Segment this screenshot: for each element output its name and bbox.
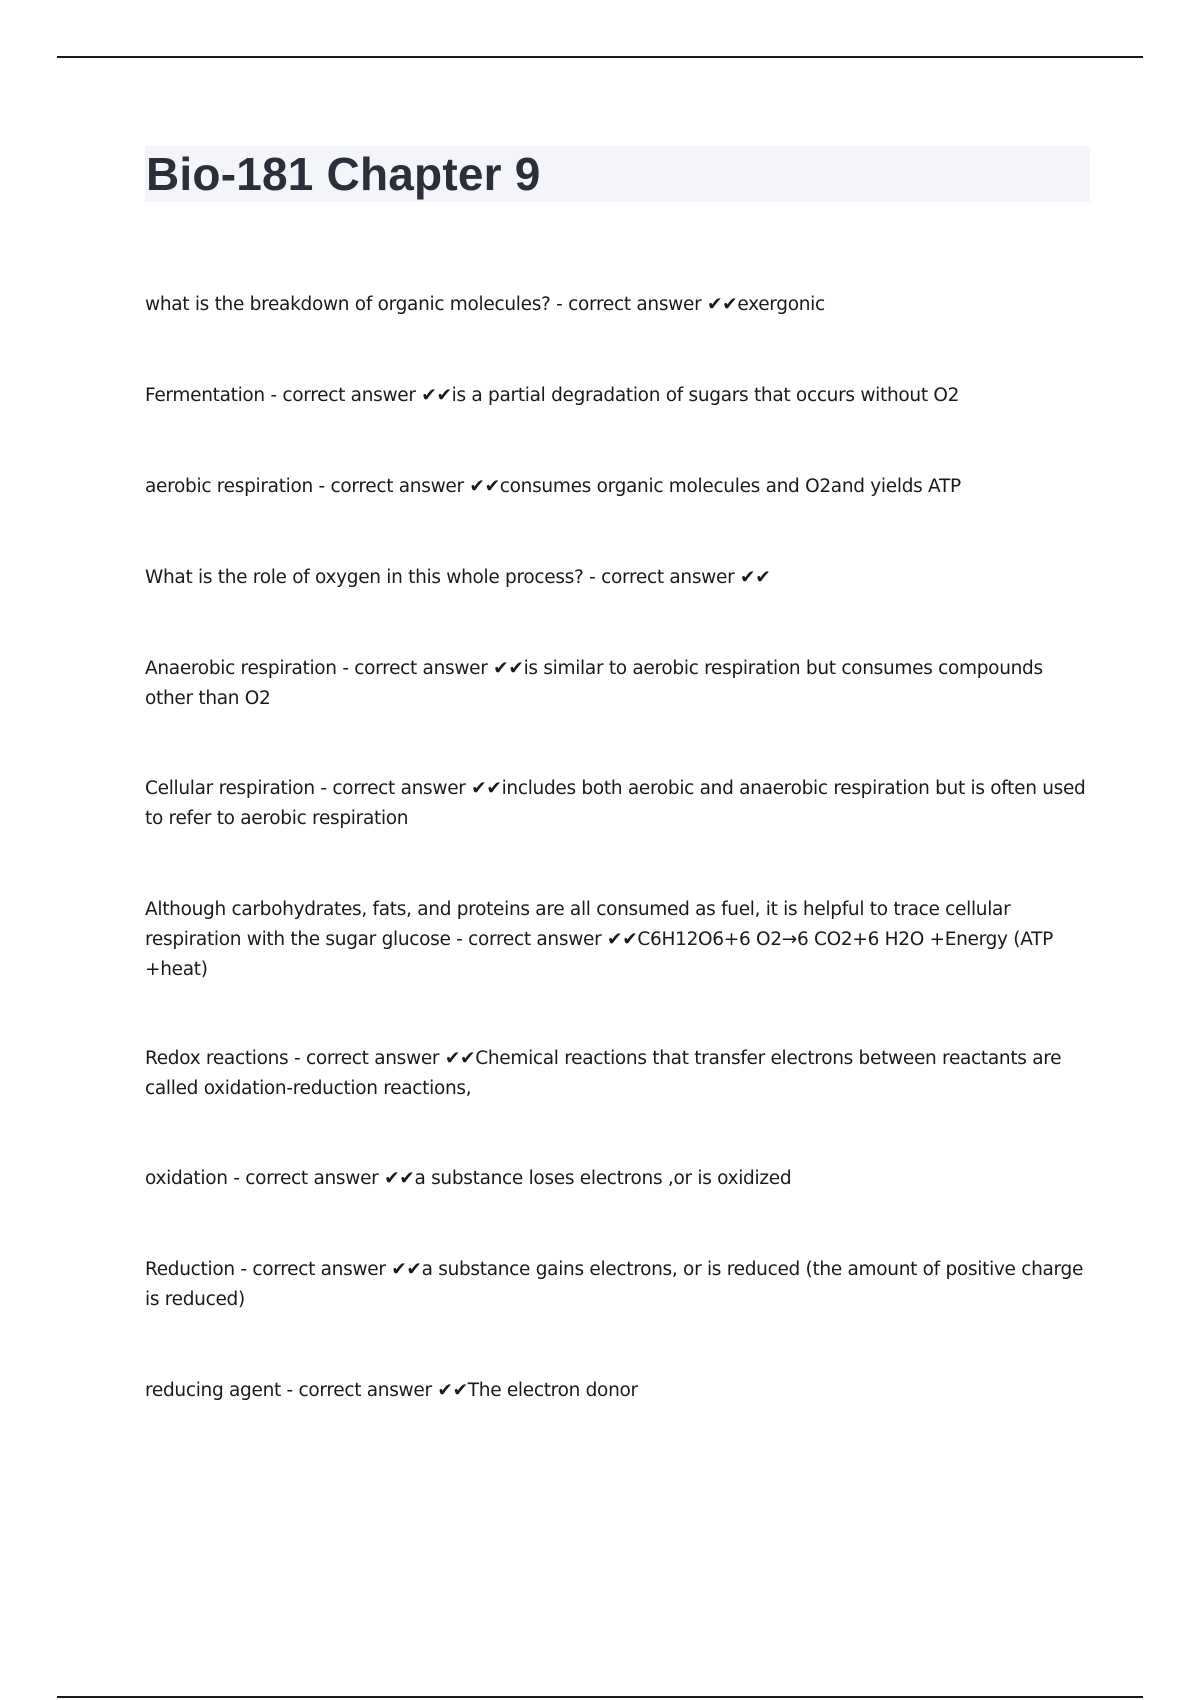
answer-text: Chemical reactions that transfer electrons between reactants are called oxidation-reduction reactions, [145, 1048, 1062, 1099]
answer-text: includes both aerobic and anaerobic respiration but is often used to refer to aerobic respiration [145, 778, 1086, 829]
answer-text: consumes organic molecules and O2and yields ATP [499, 476, 961, 497]
separator: - [550, 294, 569, 315]
answer-text: a substance loses electrons ,or is oxidized [414, 1168, 792, 1189]
qa-item [145, 563, 1090, 593]
check-marker: ✔✔ [378, 1168, 415, 1189]
answer-text: The electron donor [467, 1380, 638, 1401]
bottom-rule [57, 1696, 1143, 1698]
check-marker: ✔✔ [465, 778, 502, 799]
qa-item [145, 472, 1090, 502]
page-title: Bio-181 Chapter 9 [146, 148, 541, 200]
check-marker: ✔✔ [431, 1380, 468, 1401]
answer-label: correct answer [245, 1168, 379, 1189]
answer-label: correct answer [601, 567, 735, 588]
separator: - [336, 658, 355, 679]
qa-item [145, 290, 1090, 320]
check-marker: ✔✔ [385, 1259, 422, 1280]
answer-label: correct answer [305, 1048, 440, 1069]
separator: - [280, 1380, 299, 1401]
question-text: oxidation [145, 1168, 228, 1189]
separator: - [264, 385, 283, 406]
qa-item [145, 654, 1090, 714]
answer-label: correct answer [332, 778, 466, 799]
question-text: reducing agent [145, 1380, 281, 1401]
qa-item [145, 1044, 1090, 1104]
answer-label: correct answer [282, 385, 416, 406]
answer-text: a substance gains electrons, or is reduced (the amount of positive charge is reduced) [145, 1259, 1084, 1310]
qa-item [145, 381, 1090, 411]
separator: - [312, 476, 331, 497]
check-marker: ✔✔ [601, 929, 638, 950]
answer-label: correct answer [568, 294, 702, 315]
question-text: aerobic respiration [145, 476, 313, 497]
check-marker: ✔✔ [463, 476, 500, 497]
check-marker: ✔✔ [439, 1048, 476, 1069]
answer-label: correct answer [330, 476, 464, 497]
separator: - [583, 567, 602, 588]
separator: - [227, 1168, 246, 1189]
question-text: Although carbohydrates, fats, and proteins are all consumed as fuel, it is helpful to trace cellular respiration with the sugar glucose [145, 899, 1011, 950]
separator: - [234, 1259, 253, 1280]
question-text: what is the breakdown of organic molecules? [145, 294, 551, 315]
question-text: Fermentation [145, 385, 265, 406]
separator: - [288, 1048, 306, 1069]
top-rule [57, 56, 1143, 58]
question-text: Cellular respiration [145, 778, 315, 799]
qa-item [145, 1255, 1090, 1315]
answer-label: correct answer [468, 929, 602, 950]
answer-text: exergonic [737, 294, 825, 315]
answer-text: is similar to aerobic respiration but consumes compounds other than O2 [145, 658, 1043, 709]
qa-item [145, 1164, 1090, 1194]
check-marker: ✔✔ [734, 567, 771, 588]
check-marker: ✔✔ [415, 385, 452, 406]
qa-item [145, 895, 1090, 985]
separator: - [314, 778, 333, 799]
question-text: Redox reactions [145, 1048, 289, 1069]
answer-text: is a partial degradation of sugars that occurs without O2 [451, 385, 960, 406]
question-text: Anaerobic respiration [145, 658, 337, 679]
question-text: What is the role of oxygen in this whole process? [145, 567, 584, 588]
answer-label: correct answer [252, 1259, 386, 1280]
answer-label: correct answer [298, 1380, 432, 1401]
answer-label: correct answer [354, 658, 488, 679]
question-text: Reduction [145, 1259, 235, 1280]
separator: - [450, 929, 469, 950]
check-marker: ✔✔ [487, 658, 524, 679]
qa-item [145, 774, 1090, 834]
answer-text: C6H12O6+6 O2→6 CO2+6 H2O +Energy (ATP +heat) [145, 929, 1053, 980]
qa-item [145, 1376, 1090, 1406]
check-marker: ✔✔ [701, 294, 738, 315]
